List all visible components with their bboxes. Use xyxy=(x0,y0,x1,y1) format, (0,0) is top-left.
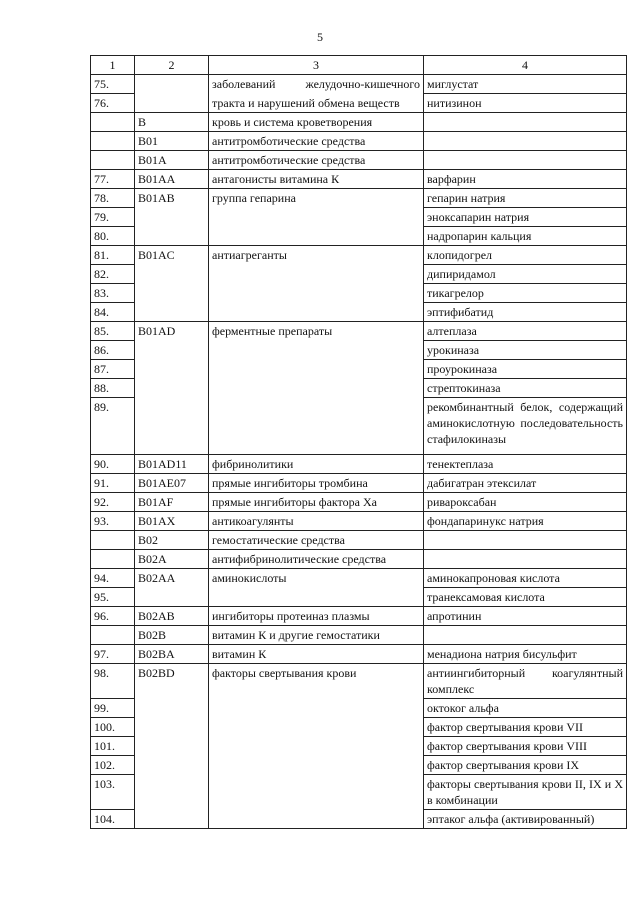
row-number-cell: 76. xyxy=(91,94,135,113)
group-name-cell xyxy=(209,360,424,379)
group-name-cell: антитромботические средства xyxy=(209,132,424,151)
table-row xyxy=(91,208,627,227)
table-row xyxy=(91,246,627,265)
atc-code-cell: B02BD xyxy=(135,664,209,699)
group-name-cell xyxy=(209,303,424,322)
drug-name-cell: варфарин xyxy=(424,170,627,189)
atc-code-cell: B01A xyxy=(135,151,209,170)
atc-code-cell: B01 xyxy=(135,132,209,151)
table-row xyxy=(91,265,627,284)
table-row xyxy=(91,699,627,718)
row-number-cell: 95. xyxy=(91,588,135,607)
atc-code-cell: B02 xyxy=(135,531,209,550)
atc-code-cell xyxy=(135,398,209,455)
group-name-cell xyxy=(209,737,424,756)
group-name-cell xyxy=(209,379,424,398)
atc-code-cell: B02AB xyxy=(135,607,209,626)
group-name-cell: заболеваний желудочно-кишечного xyxy=(209,75,424,94)
row-number-cell: 79. xyxy=(91,208,135,227)
row-number-cell xyxy=(91,113,135,132)
atc-code-cell xyxy=(135,756,209,775)
table-row xyxy=(91,94,627,113)
group-name-cell xyxy=(209,775,424,810)
atc-code-cell: B02BA xyxy=(135,645,209,664)
atc-code-cell: B02AA xyxy=(135,569,209,588)
atc-code-cell xyxy=(135,775,209,810)
drug-name-cell: дабигатран этексилат xyxy=(424,474,627,493)
drug-name-cell: нитизинон xyxy=(424,94,627,113)
drug-name-cell: эптифибатид xyxy=(424,303,627,322)
table-row xyxy=(91,718,627,737)
drug-name-cell: менадиона натрия бисульфит xyxy=(424,645,627,664)
table-row xyxy=(91,113,627,132)
atc-code-cell xyxy=(135,718,209,737)
group-name-cell: витамин К xyxy=(209,645,424,664)
group-name-cell: аминокислоты xyxy=(209,569,424,588)
table-row xyxy=(91,132,627,151)
table-row xyxy=(91,322,627,341)
row-number-cell: 91. xyxy=(91,474,135,493)
row-number-cell: 77. xyxy=(91,170,135,189)
drug-name-cell xyxy=(424,550,627,569)
table-row xyxy=(91,626,627,645)
row-number-cell: 92. xyxy=(91,493,135,512)
group-name-cell: тракта и нарушений обмена веществ xyxy=(209,94,424,113)
atc-code-cell: B02A xyxy=(135,550,209,569)
atc-code-cell xyxy=(135,379,209,398)
atc-code-cell: B01AA xyxy=(135,170,209,189)
table-row xyxy=(91,645,627,664)
atc-code-cell xyxy=(135,360,209,379)
drug-name-cell xyxy=(424,151,627,170)
row-number-cell xyxy=(91,531,135,550)
group-name-cell: факторы свертывания крови xyxy=(209,664,424,699)
table-row xyxy=(91,810,627,829)
atc-code-cell: B01AX xyxy=(135,512,209,531)
atc-code-cell: B01AB xyxy=(135,189,209,208)
group-name-cell xyxy=(209,398,424,455)
group-name-cell: фибринолитики xyxy=(209,455,424,474)
group-name-cell xyxy=(209,699,424,718)
atc-code-cell xyxy=(135,810,209,829)
atc-code-cell xyxy=(135,284,209,303)
drug-name-cell: рекомбинантный белок, содержащий аминокислотную последовательность стафилокиназы xyxy=(424,398,627,455)
page-number: 5 xyxy=(317,30,323,44)
group-name-cell xyxy=(209,341,424,360)
row-number-cell: 96. xyxy=(91,607,135,626)
group-name-cell: прямые ингибиторы фактора Xa xyxy=(209,493,424,512)
table-row xyxy=(91,227,627,246)
row-number-cell: 84. xyxy=(91,303,135,322)
drug-name-cell: миглустат xyxy=(424,75,627,94)
header-cell-2: 2 xyxy=(135,56,209,75)
group-name-cell: антагонисты витамина К xyxy=(209,170,424,189)
drug-name-cell xyxy=(424,132,627,151)
drug-name-cell: эноксапарин натрия xyxy=(424,208,627,227)
drug-name-cell: аминокапроновая кислота xyxy=(424,569,627,588)
drug-name-cell: антиингибиторный коагулянтный комплекс xyxy=(424,664,627,699)
group-name-cell: группа гепарина xyxy=(209,189,424,208)
row-number-cell: 82. xyxy=(91,265,135,284)
row-number-cell: 83. xyxy=(91,284,135,303)
drug-name-cell: фактор свертывания крови IX xyxy=(424,756,627,775)
row-number-cell: 100. xyxy=(91,718,135,737)
table-row xyxy=(91,512,627,531)
table-row xyxy=(91,379,627,398)
header-cell-3: 3 xyxy=(209,56,424,75)
row-number-cell: 81. xyxy=(91,246,135,265)
group-name-cell xyxy=(209,284,424,303)
row-number-cell xyxy=(91,132,135,151)
table-row xyxy=(91,398,627,455)
row-number-cell: 78. xyxy=(91,189,135,208)
group-name-cell xyxy=(209,756,424,775)
table-row xyxy=(91,303,627,322)
atc-code-cell: B01AE07 xyxy=(135,474,209,493)
table-row xyxy=(91,151,627,170)
group-name-cell: витамин К и другие гемостатики xyxy=(209,626,424,645)
header-cell-1: 1 xyxy=(91,56,135,75)
group-name-cell xyxy=(209,208,424,227)
row-number-cell: 103. xyxy=(91,775,135,810)
drug-name-cell: апротинин xyxy=(424,607,627,626)
row-number-cell: 99. xyxy=(91,699,135,718)
group-name-cell: антитромботические средства xyxy=(209,151,424,170)
row-number-cell: 90. xyxy=(91,455,135,474)
group-name-cell: прямые ингибиторы тромбина xyxy=(209,474,424,493)
group-name-cell: антиагреганты xyxy=(209,246,424,265)
drug-name-cell: фактор свертывания крови VII xyxy=(424,718,627,737)
table-row xyxy=(91,493,627,512)
atc-code-cell: B01AC xyxy=(135,246,209,265)
row-number-cell: 80. xyxy=(91,227,135,246)
group-name-cell: кровь и система кроветворения xyxy=(209,113,424,132)
atc-code-cell: B01AD11 xyxy=(135,455,209,474)
drug-name-cell: фондапаринукс натрия xyxy=(424,512,627,531)
atc-code-cell: B xyxy=(135,113,209,132)
drug-name-cell: алтеплаза xyxy=(424,322,627,341)
atc-code-cell: B01AD xyxy=(135,322,209,341)
drug-name-cell xyxy=(424,113,627,132)
table-row xyxy=(91,664,627,699)
atc-code-cell xyxy=(135,737,209,756)
row-number-cell: 85. xyxy=(91,322,135,341)
table-row xyxy=(91,360,627,379)
row-number-cell: 101. xyxy=(91,737,135,756)
drug-name-cell: гепарин натрия xyxy=(424,189,627,208)
atc-code-cell xyxy=(135,699,209,718)
row-number-cell: 104. xyxy=(91,810,135,829)
atc-code-cell: B01AF xyxy=(135,493,209,512)
table-row xyxy=(91,341,627,360)
atc-code-cell xyxy=(135,227,209,246)
row-number-cell: 94. xyxy=(91,569,135,588)
table-row xyxy=(91,550,627,569)
row-number-cell xyxy=(91,151,135,170)
table-row xyxy=(91,75,627,94)
table-row xyxy=(91,531,627,550)
table-row xyxy=(91,607,627,626)
atc-code-cell xyxy=(135,303,209,322)
drug-name-cell: стрептокиназа xyxy=(424,379,627,398)
row-number-cell xyxy=(91,626,135,645)
row-number-cell: 86. xyxy=(91,341,135,360)
group-name-cell: антифибринолитические средства xyxy=(209,550,424,569)
group-name-cell: антикоагулянты xyxy=(209,512,424,531)
drug-name-cell: урокиназа xyxy=(424,341,627,360)
group-name-cell xyxy=(209,227,424,246)
atc-code-cell xyxy=(135,265,209,284)
drug-name-cell: фактор свертывания крови VIII xyxy=(424,737,627,756)
drug-name-cell: факторы свертывания крови II, IX и X в комбинации xyxy=(424,775,627,810)
drug-name-cell: дипиридамол xyxy=(424,265,627,284)
atc-code-cell xyxy=(135,208,209,227)
drug-name-cell: октоког альфа xyxy=(424,699,627,718)
table-header-row xyxy=(91,56,627,75)
table-row xyxy=(91,455,627,474)
table-row xyxy=(91,775,627,810)
drug-name-cell xyxy=(424,531,627,550)
atc-code-cell xyxy=(135,75,209,94)
group-name-cell xyxy=(209,265,424,284)
drug-name-cell: транексамовая кислота xyxy=(424,588,627,607)
atc-code-cell xyxy=(135,94,209,113)
drug-name-cell: проурокиназа xyxy=(424,360,627,379)
table-row xyxy=(91,588,627,607)
table-row xyxy=(91,170,627,189)
table-row xyxy=(91,474,627,493)
group-name-cell xyxy=(209,588,424,607)
atc-code-cell xyxy=(135,341,209,360)
drug-list-table xyxy=(90,55,627,829)
row-number-cell: 97. xyxy=(91,645,135,664)
drug-name-cell: клопидогрел xyxy=(424,246,627,265)
drug-name-cell: тенектеплаза xyxy=(424,455,627,474)
group-name-cell: ферментные препараты xyxy=(209,322,424,341)
table-row xyxy=(91,189,627,208)
table-row xyxy=(91,737,627,756)
drug-name-cell: эптаког альфа (активированный) xyxy=(424,810,627,829)
row-number-cell xyxy=(91,550,135,569)
group-name-cell: ингибиторы протеиназ плазмы xyxy=(209,607,424,626)
atc-code-cell: B02B xyxy=(135,626,209,645)
table-row xyxy=(91,569,627,588)
atc-code-cell xyxy=(135,588,209,607)
row-number-cell: 75. xyxy=(91,75,135,94)
row-number-cell: 87. xyxy=(91,360,135,379)
row-number-cell: 102. xyxy=(91,756,135,775)
group-name-cell xyxy=(209,810,424,829)
drug-name-cell: надропарин кальция xyxy=(424,227,627,246)
row-number-cell: 98. xyxy=(91,664,135,699)
drug-name-cell xyxy=(424,626,627,645)
row-number-cell: 93. xyxy=(91,512,135,531)
group-name-cell xyxy=(209,718,424,737)
table-row xyxy=(91,756,627,775)
table-row xyxy=(91,284,627,303)
header-cell-4: 4 xyxy=(424,56,627,75)
group-name-cell: гемостатические средства xyxy=(209,531,424,550)
drug-name-cell: тикагрелор xyxy=(424,284,627,303)
row-number-cell: 88. xyxy=(91,379,135,398)
row-number-cell: 89. xyxy=(91,398,135,455)
drug-name-cell: ривароксабан xyxy=(424,493,627,512)
